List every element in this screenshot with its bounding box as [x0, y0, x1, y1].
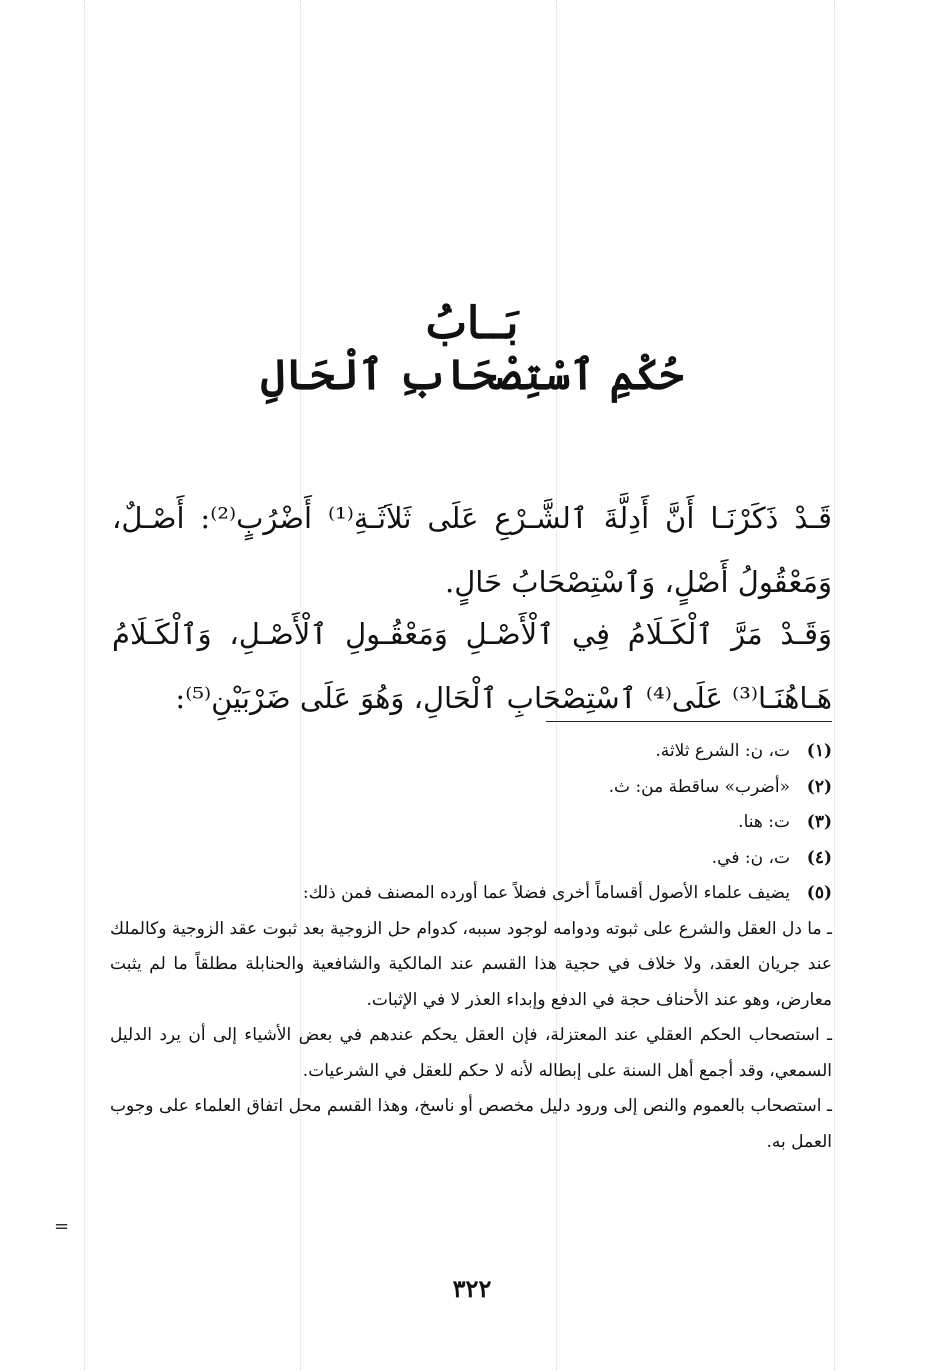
- footnote-text: ت: هنا.: [738, 812, 790, 832]
- footnote-number: (٥): [806, 883, 832, 903]
- footnote-number: (٢): [806, 776, 832, 797]
- scan-guide-line: [834, 0, 835, 1370]
- footnote-text: يضيف علماء الأصول أقساماً أخرى فضلاً عما أورده المصنف فمن ذلك:: [302, 883, 790, 903]
- footnote-text: ت، ن: في.: [711, 847, 790, 868]
- footnote-text: ت، ن: الشرع ثلاثة.: [655, 741, 790, 761]
- footnote-4: [110, 841, 832, 877]
- body-paragraph-1: قَـدْ ذَكَرْنَـا أَنَّ أَدِلَّةَ ٱلشَّـرْعِ عَلَى ثَلاَثَـةِ⁽¹⁾ أَضْرُبٍ⁽²⁾: أَصْـلٌ، وَمَعْقُولُ أَصْلٍ، وَٱسْتِصْحَابُ حَالٍ.: [112, 501, 832, 599]
- footnote-5-item-1: ـ ما دل العقل والشرع على ثبوته ودوامه لوجود سببه، كدوام حل الزوجية بعد ثبوت عقد الزوجية وكالملك عند جريان العقد، ولا خلاف في حجية هذا القسم عند المالكية والشافعية والحنابلة مطلقاً ما لم يثبت معارض، وهو عند الأحناف حجة في الدفع وإبداء العذر لا في الإثبات.: [110, 918, 832, 1010]
- footnote-5-item-2: ـ استصحاب الحكم العقلي عند المعتزلة، فإن العقل يحكم عندهم في بعض الأشياء إلى أن يرد الدليل السمعي، وقد أجمع أهل السنة على إبطاله لأنه لا حكم للعقل في الشرعيات.: [110, 1025, 832, 1081]
- chapter-title: حُكْمِ ٱسْتِصْحَابِ ٱلْحَالِ: [260, 350, 684, 399]
- footnote-1: [110, 734, 832, 770]
- footnote-5: [110, 876, 832, 912]
- footnote-number: (١): [806, 741, 832, 761]
- chapter-label: بَــابُ: [425, 298, 519, 349]
- body-paragraph-2: وَقَـدْ مَرَّ ٱلْكَـلَامُ فِي ٱلْأَصْـلِ وَمَعْقُـولِ ٱلْأَصْـلِ، وَٱلْكَـلَامُ هَـاهُنَـا⁽³⁾ عَلَى⁽⁴⁾ ٱسْتِصْحَابِ ٱلْحَالِ، وَهُوَ عَلَى ضَرْبَيْنِ⁽⁵⁾:: [112, 617, 832, 715]
- margin-mark: =: [54, 1216, 70, 1237]
- footnote-2: [110, 770, 832, 806]
- footnote-5-item-3: ـ استصحاب بالعموم والنص إلى ورود دليل مخصص أو ناسخ، وهذا القسم محل اتفاق العلماء على وجوب العمل به.: [110, 1096, 832, 1152]
- page-number: ٣٢٢: [452, 1274, 492, 1303]
- footnotes-section: [110, 734, 832, 1160]
- footnote-3: [110, 805, 832, 841]
- footnote-separator: [546, 721, 832, 722]
- footnote-number: (٣): [806, 812, 832, 832]
- scan-guide-line: [84, 0, 85, 1370]
- footnote-text: «أضرب» ساقطة من: ث.: [608, 776, 790, 797]
- footnote-number: (٤): [806, 847, 832, 868]
